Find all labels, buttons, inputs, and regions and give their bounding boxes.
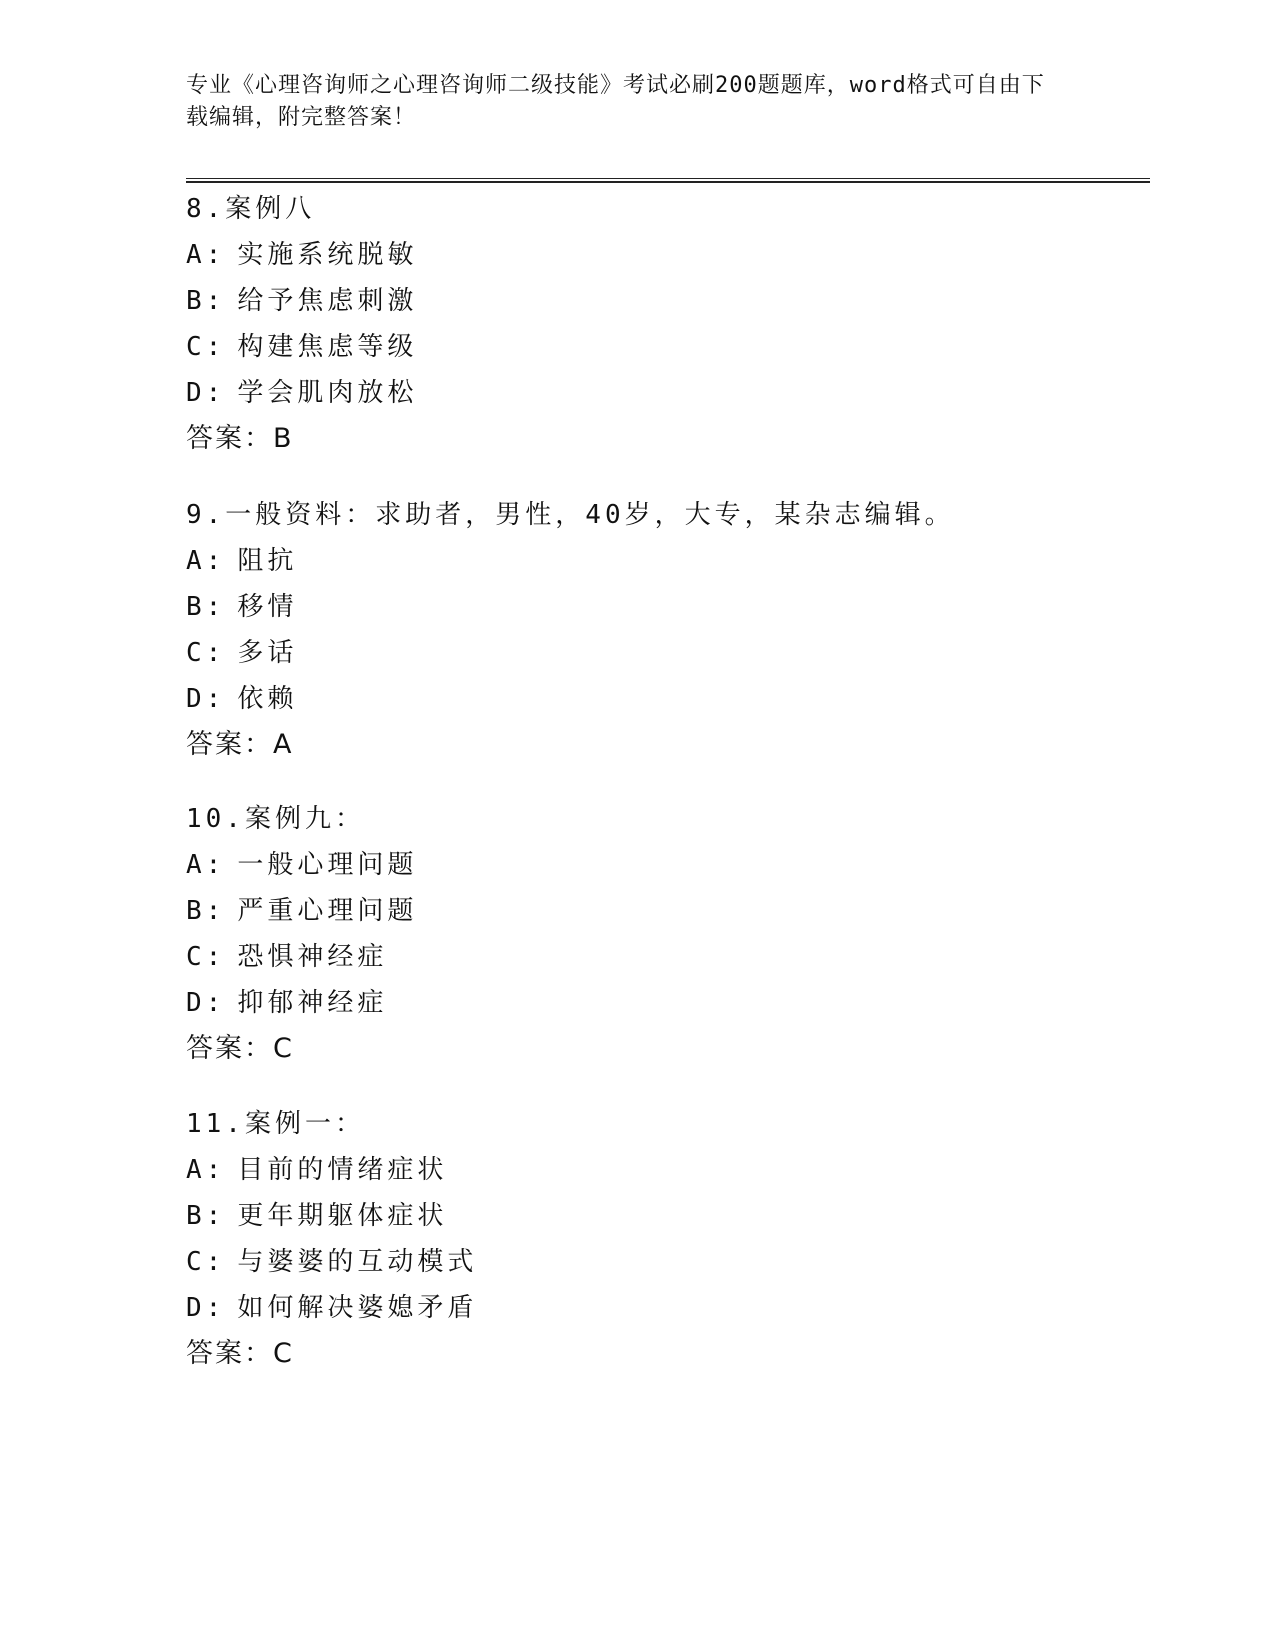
option-c <box>186 324 1146 370</box>
option-text: 多话 <box>237 638 298 668</box>
option-c <box>186 1239 1146 1285</box>
option-d <box>186 980 1146 1026</box>
option-a <box>186 232 1146 278</box>
option-letter: C: <box>186 1247 226 1277</box>
question-title: 11.案例一： <box>186 1109 365 1139</box>
option-text: 构建焦虑等级 <box>237 332 418 362</box>
answer-line: 答案：A <box>186 729 294 760</box>
question-8 <box>186 186 1146 462</box>
option-a <box>186 1147 1146 1193</box>
option-b <box>186 888 1146 934</box>
option-letter: B: <box>186 896 226 926</box>
option-d <box>186 1285 1146 1331</box>
document-header: 专业《心理咨询师之心理咨询师二级技能》考试必刷200题题库，word格式可自由下载编辑，附完整答案！ <box>186 73 1045 130</box>
option-text: 阻抗 <box>237 546 298 576</box>
option-letter: B: <box>186 1201 226 1231</box>
option-text: 实施系统脱敏 <box>237 240 418 270</box>
question-9 <box>186 492 1146 768</box>
option-text: 依赖 <box>237 684 298 714</box>
question-title: 10.案例九： <box>186 804 365 834</box>
option-letter: B: <box>186 286 226 316</box>
answer-line: 答案：C <box>186 1338 294 1369</box>
option-text: 一般心理问题 <box>237 850 418 880</box>
option-letter: D: <box>186 684 226 714</box>
option-letter: B: <box>186 592 226 622</box>
option-letter: D: <box>186 1293 226 1323</box>
option-text: 如何解决婆媳矛盾 <box>237 1293 478 1323</box>
option-letter: D: <box>186 988 226 1018</box>
option-b <box>186 584 1146 630</box>
question-title: 9.一般资料：求助者，男性，40岁，大专，某杂志编辑。 <box>186 500 955 530</box>
option-text: 与婆婆的互动模式 <box>237 1247 478 1277</box>
question-11 <box>186 1101 1146 1377</box>
option-text: 更年期躯体症状 <box>237 1201 448 1231</box>
option-text: 恐惧神经症 <box>237 942 388 972</box>
option-d <box>186 370 1146 416</box>
option-text: 严重心理问题 <box>237 896 418 926</box>
option-c <box>186 934 1146 980</box>
option-b <box>186 1193 1146 1239</box>
option-c <box>186 630 1146 676</box>
option-b <box>186 278 1146 324</box>
question-10 <box>186 796 1146 1072</box>
option-a <box>186 842 1146 888</box>
answer-line: 答案：B <box>186 423 294 454</box>
option-letter: A: <box>186 1155 226 1185</box>
option-letter: A: <box>186 546 226 576</box>
option-text: 学会肌肉放松 <box>237 378 418 408</box>
header-divider <box>186 178 1150 183</box>
option-a <box>186 538 1146 584</box>
option-d <box>186 676 1146 722</box>
option-letter: C: <box>186 332 226 362</box>
option-letter: A: <box>186 240 226 270</box>
answer-line: 答案：C <box>186 1033 294 1064</box>
question-title: 8.案例八 <box>186 194 316 224</box>
option-letter: C: <box>186 942 226 972</box>
option-text: 抑郁神经症 <box>237 988 388 1018</box>
option-text: 给予焦虑刺激 <box>237 286 418 316</box>
option-text: 目前的情绪症状 <box>237 1155 448 1185</box>
option-letter: D: <box>186 378 226 408</box>
option-letter: A: <box>186 850 226 880</box>
option-text: 移情 <box>237 592 298 622</box>
option-letter: C: <box>186 638 226 668</box>
